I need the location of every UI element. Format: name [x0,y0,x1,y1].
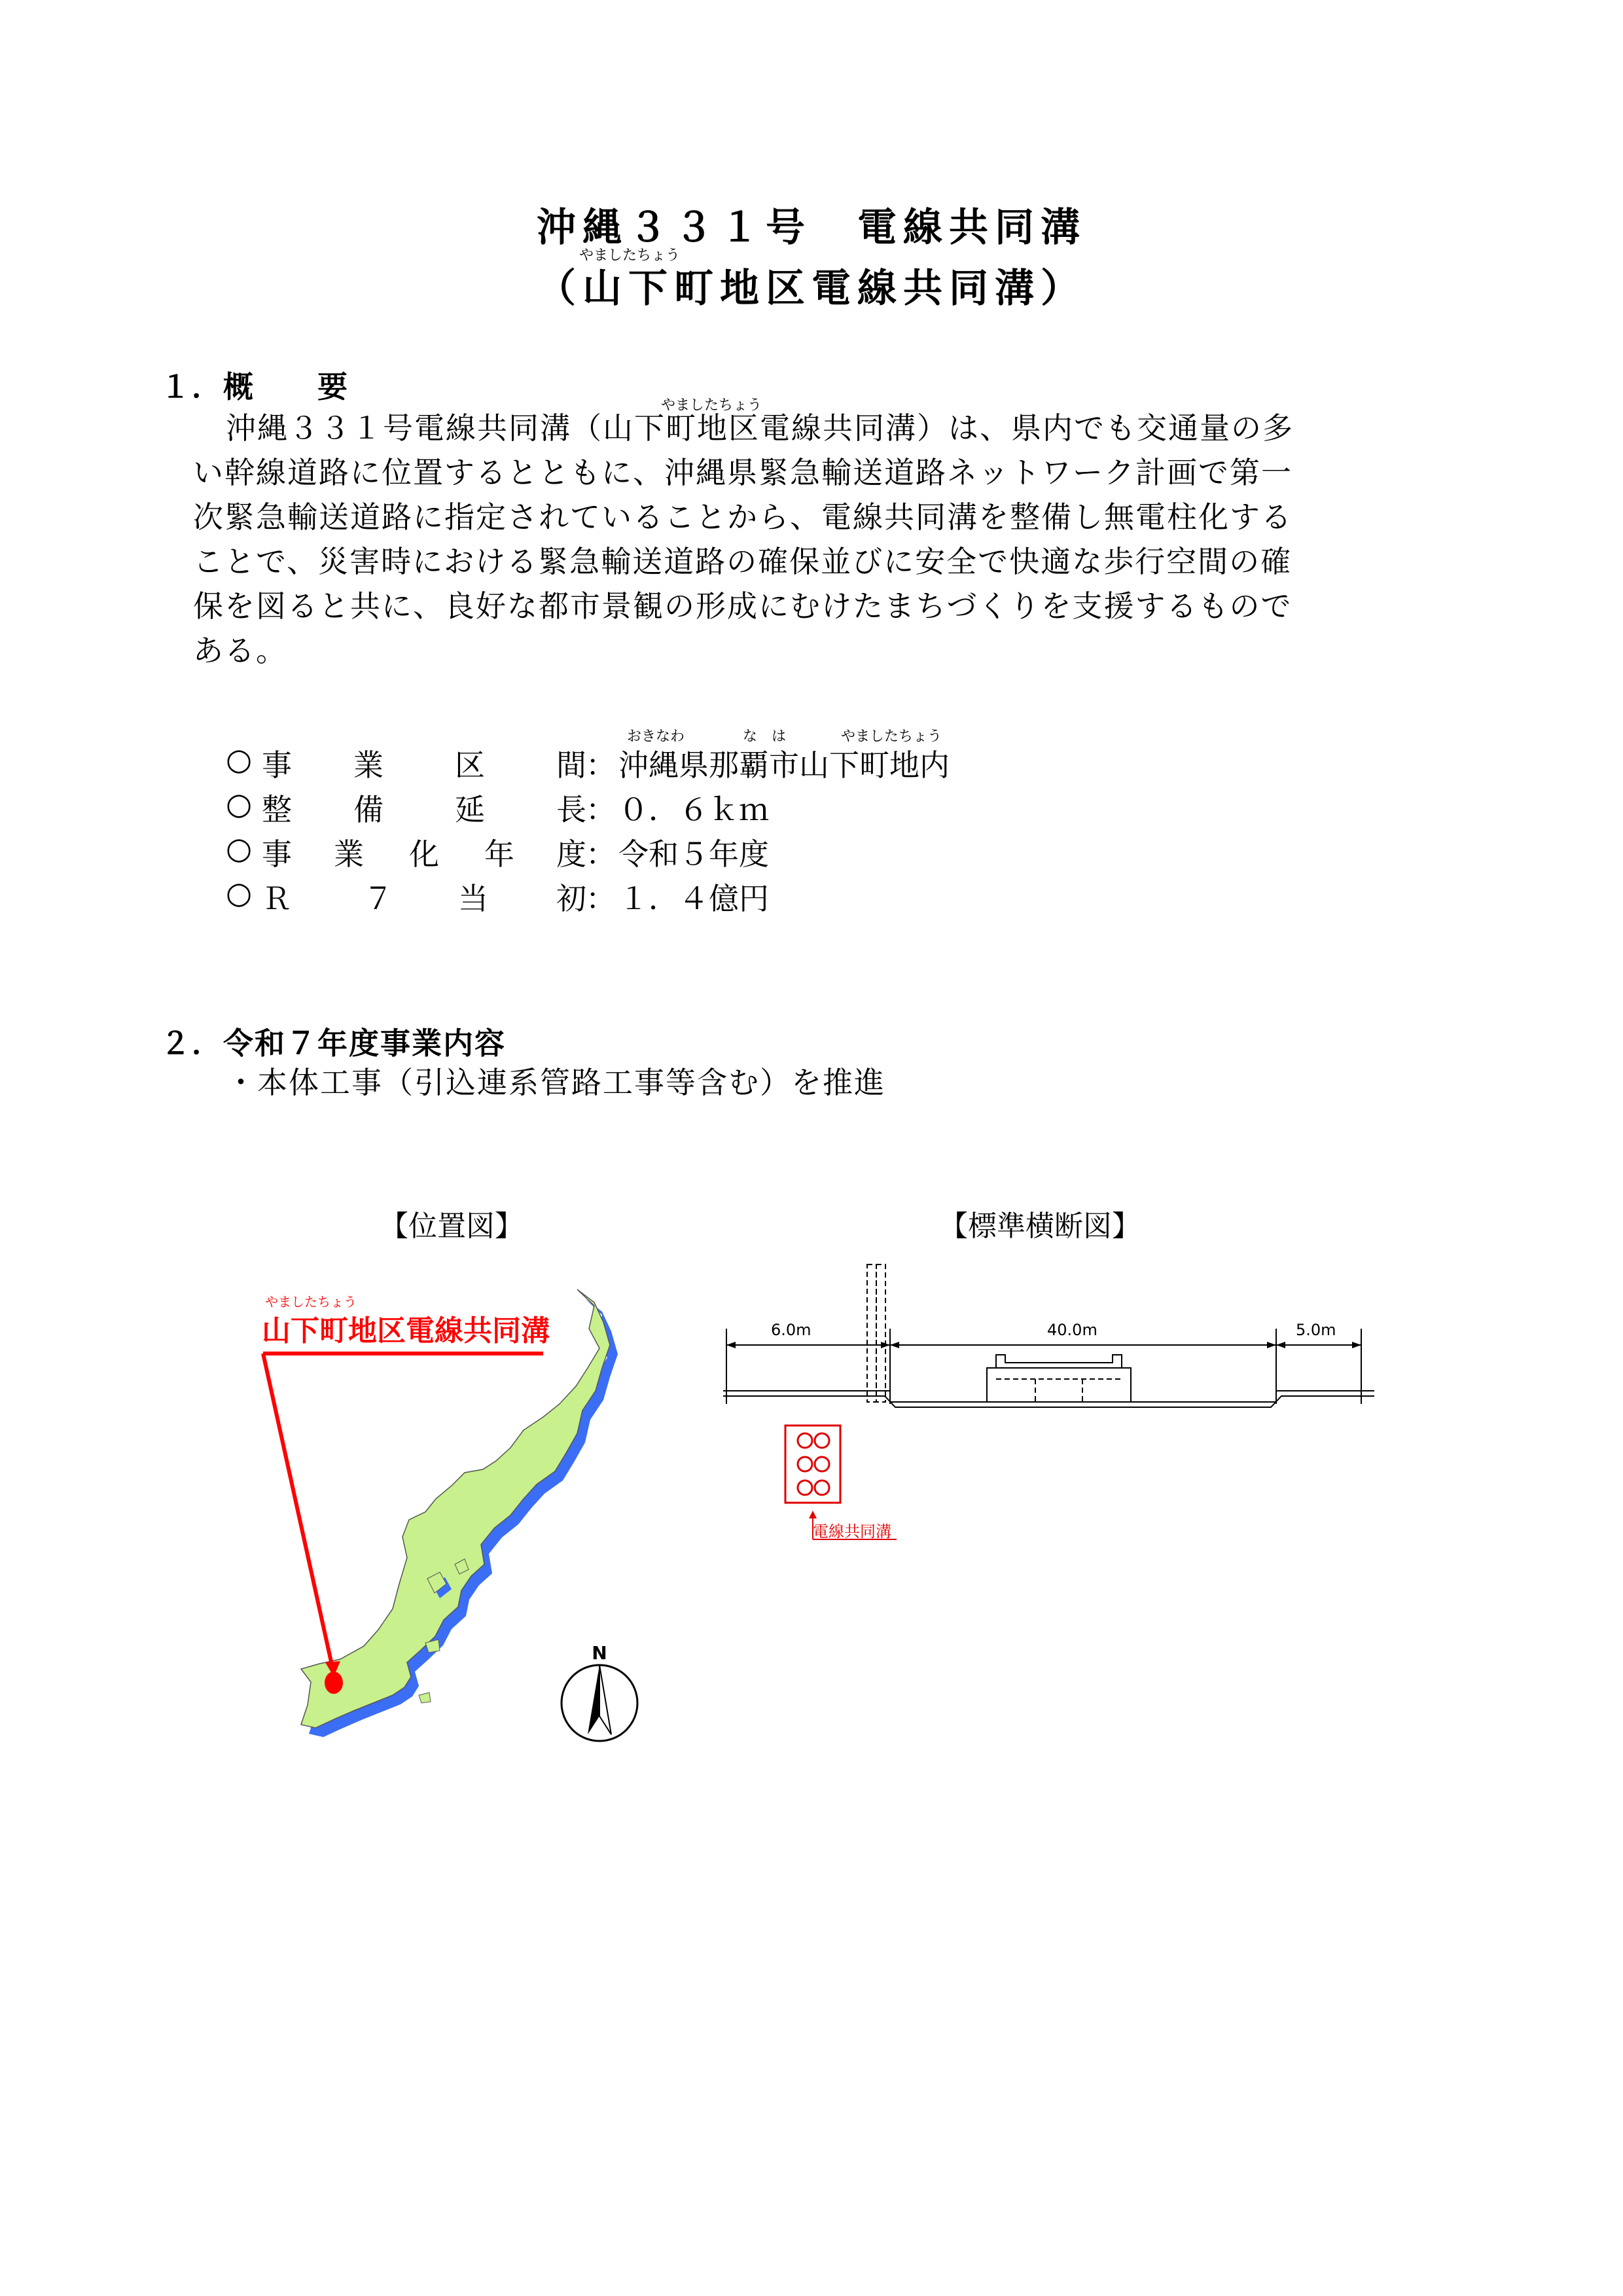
conduit [815,1433,829,1448]
overview-line-2: い幹線道路に位置するとともに、沖縄県緊急輸送道路ネットワーク計画で第一 [193,455,1293,490]
document-title: 沖縄３３１号 電線共同溝 [537,205,1086,251]
item-value: ０．６ｋｍ [618,792,769,827]
item-value: 令和５年度 [618,836,769,872]
overview-line-5: 保を図ると共に、良好な都市景観の形成にむけたまちづくりを支援するもので [193,588,1293,624]
label-char: 事 [262,747,292,783]
conduit [798,1480,812,1495]
dim-arrow [726,1342,736,1348]
section2-bullet: ・本体工事（引込連系管路工事等含む）を推進 [226,1065,885,1100]
title-ruby: やましたちょう [579,247,681,264]
label-char: 初 [556,881,586,916]
dim-arrow [890,1342,899,1348]
label-separator: ： [586,747,616,783]
label-separator: ： [586,792,616,827]
section1-heading [160,363,349,406]
label-char: Ｒ [262,881,292,916]
ruby-yamashita: やましたちょう [841,728,942,745]
location-marker [325,1672,343,1694]
cross-section-caption: 【標準横断図】 [939,1210,1141,1243]
label-char: 業 [334,836,364,872]
label-char: 長 [556,792,586,827]
label-char: 備 [353,792,383,827]
north-arrow-icon [588,1665,599,1734]
label-char: 化 [409,836,439,872]
paragraph-ruby: やましたちょう [661,397,762,414]
ruby-okinawa: おきなわ [627,728,685,745]
location-map [236,1276,694,1800]
pole-left [867,1265,876,1402]
cross-section-diagram [720,1257,1466,1623]
conduit [815,1457,829,1471]
item-project-section [226,742,1273,781]
item-length [226,786,1273,825]
dim-left-label: 6.0m [771,1321,812,1339]
label-char: 業 [353,747,383,783]
item-mark: ○ [226,742,253,777]
trench-pointer-arrowhead [809,1511,817,1518]
pole-right [876,1265,885,1402]
overview-line-1: 沖縄３３１号電線共同溝（山下町地区電線共同溝）は、県内でも交通量の多 [226,410,1294,446]
label-char: 当 [458,881,488,916]
label-char: 区 [455,747,485,783]
north-label: N [592,1642,607,1664]
label-char: ７ [363,881,393,916]
conduit [815,1480,829,1495]
label-char: 間 [556,747,586,783]
label-char: 整 [262,792,292,827]
dim-arrow [1276,1342,1285,1348]
dim-arrow [1267,1342,1276,1348]
item-value: １．４億円 [618,881,769,916]
label-char: 年 [484,836,514,872]
item-start-year [226,831,1273,870]
item-mark: ○ [226,831,253,866]
label-separator: ： [586,881,616,916]
dim-arrow [1352,1342,1361,1348]
label-char: 度 [556,836,586,872]
location-label-ruby: やましたちょう [265,1294,357,1310]
location-map-caption: 【位置図】 [380,1210,524,1243]
label-separator: ： [586,836,616,872]
item-mark: ○ [226,875,253,910]
conduit [798,1433,812,1448]
north-arrow-outline [599,1665,611,1734]
item-budget [226,875,1273,914]
item-mark: ○ [226,786,253,821]
label-char: 事 [262,836,292,872]
dim-right-label: 5.0m [1296,1321,1336,1339]
section1-title: 概 要 [223,369,349,404]
conduit [798,1457,812,1471]
dim-center-label: 40.0m [1047,1321,1097,1339]
section1-number: １． [160,369,223,404]
document-subtitle: （山下町地区電線共同溝） [537,266,1086,312]
location-label: 山下町地区電線共同溝 [262,1314,550,1348]
section2-heading: ２．令和７年度事業内容 [160,1026,506,1061]
overview-line-6: ある。 [193,633,287,668]
pointer-arrow-line [263,1354,332,1668]
small-island [419,1693,431,1703]
overview-line-4: ことで、災害時における緊急輸送道路の確保並びに安全で快適な歩行空間の確 [193,544,1293,579]
ruby-naha: な は [743,728,787,745]
label-char: 延 [455,792,485,827]
trench-label: 電線共同溝 [813,1522,891,1541]
overview-line-3: 次緊急輸送道路に指定されていることから、電線共同溝を整備し無電柱化する [193,499,1293,535]
item-value: 沖縄県那覇市山下町地内 [618,747,950,783]
